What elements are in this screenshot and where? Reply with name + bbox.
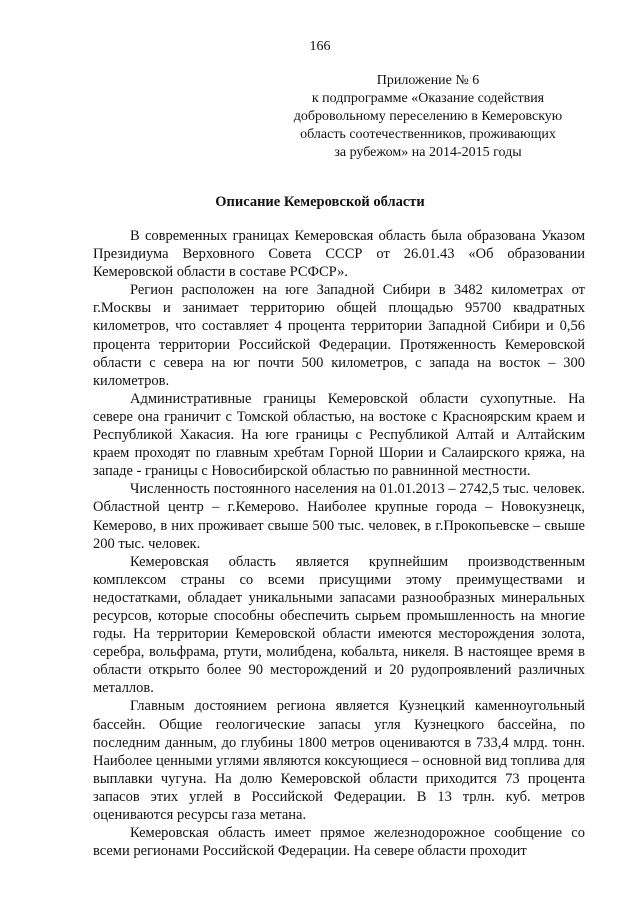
appendix-line: добровольному переселению в Кемеровскую [293, 109, 563, 124]
appendix-line: Приложение № 6 [376, 73, 480, 88]
appendix-header [268, 72, 588, 162]
paragraph: Кемеровская область является крупнейшим производственным комплексом страны со всеми присущими этому преимуществами и недостатками, обладает уникальными запасами разнообразных минеральных ресурсов, которые способны обеспечить сырьем промышленность на многие годы. На территории Кемеровской области имеются месторождения золота, серебра, вольфрама, ртути, молибдена, кобальта, никеля. В настоящее время в области открыто более 90 месторождений и 20 рудопроявлений различных металлов. [93, 553, 585, 697]
appendix-line: за рубежом» на 2014-2015 годы [334, 145, 522, 160]
page-number: 166 [309, 39, 331, 54]
document-title: Описание Кемеровской области [215, 194, 425, 210]
appendix-line: к подпрограмме «Оказание содействия [311, 91, 545, 106]
document-body [93, 227, 585, 860]
paragraph: Регион расположен на юге Западной Сибири в 3482 километрах от г.Москвы и занимает территорию общей площадью 95700 квадратных километров, что составляет 4 процента территории Западной Сибири и 0,56 процента территории Российской Федерации. Протяженность Кемеровской области с севера на юг почти 500 километров, с запада на восток – 300 километров. [93, 282, 585, 389]
paragraph: Численность постоянного населения на 01.01.2013 – 2742,5 тыс. человек. Областной центр – г.Кемерово. Наиболее крупные города – Новокузнецк, Кемерово, в них проживает свыше 500 тыс. человек, в г.Прокопьевске – свыше 200 тыс. человек. [93, 481, 585, 552]
appendix-line: область соотечественников, проживающих [300, 127, 556, 142]
paragraph: В современных границах Кемеровская область была образована Указом Президиума Верховного Совета СССР от 26.01.43 «Об образовании Кемеровской области в составе РСФСР». [93, 228, 585, 281]
paragraph: Кемеровская область имеет прямое железнодорожное сообщение со всеми регионами Российской Федерации. На севере области проходит [93, 825, 585, 860]
paragraph: Главным достоянием региона является Кузнецкий каменноугольный бассейн. Общие геологические запасы угля Кузнецкого бассейна, по последним данным, до глубины 1800 метров оцениваются в 733,4 млрд. тонн. Наиболее ценными углями являются коксующиеся – основной вид топлива для выплавки чугуна. На долю Кемеровской области приходится 73 процента запасов этих углей в Российской Федерации. В 13 трлн. куб. метров оцениваются ресурсы газа метана. [93, 698, 585, 823]
paragraph: Административные границы Кемеровской области сухопутные. На севере она граничит с Томской областью, на востоке с Красноярским краем и Республикой Хакасия. На юге границы с Республикой Алтай и Алтайским краем проходят по главным хребтам Горной Шории и Салаирского кряжа, на западе - границы с Новосибирской областью по равнинной местности. [93, 390, 585, 480]
